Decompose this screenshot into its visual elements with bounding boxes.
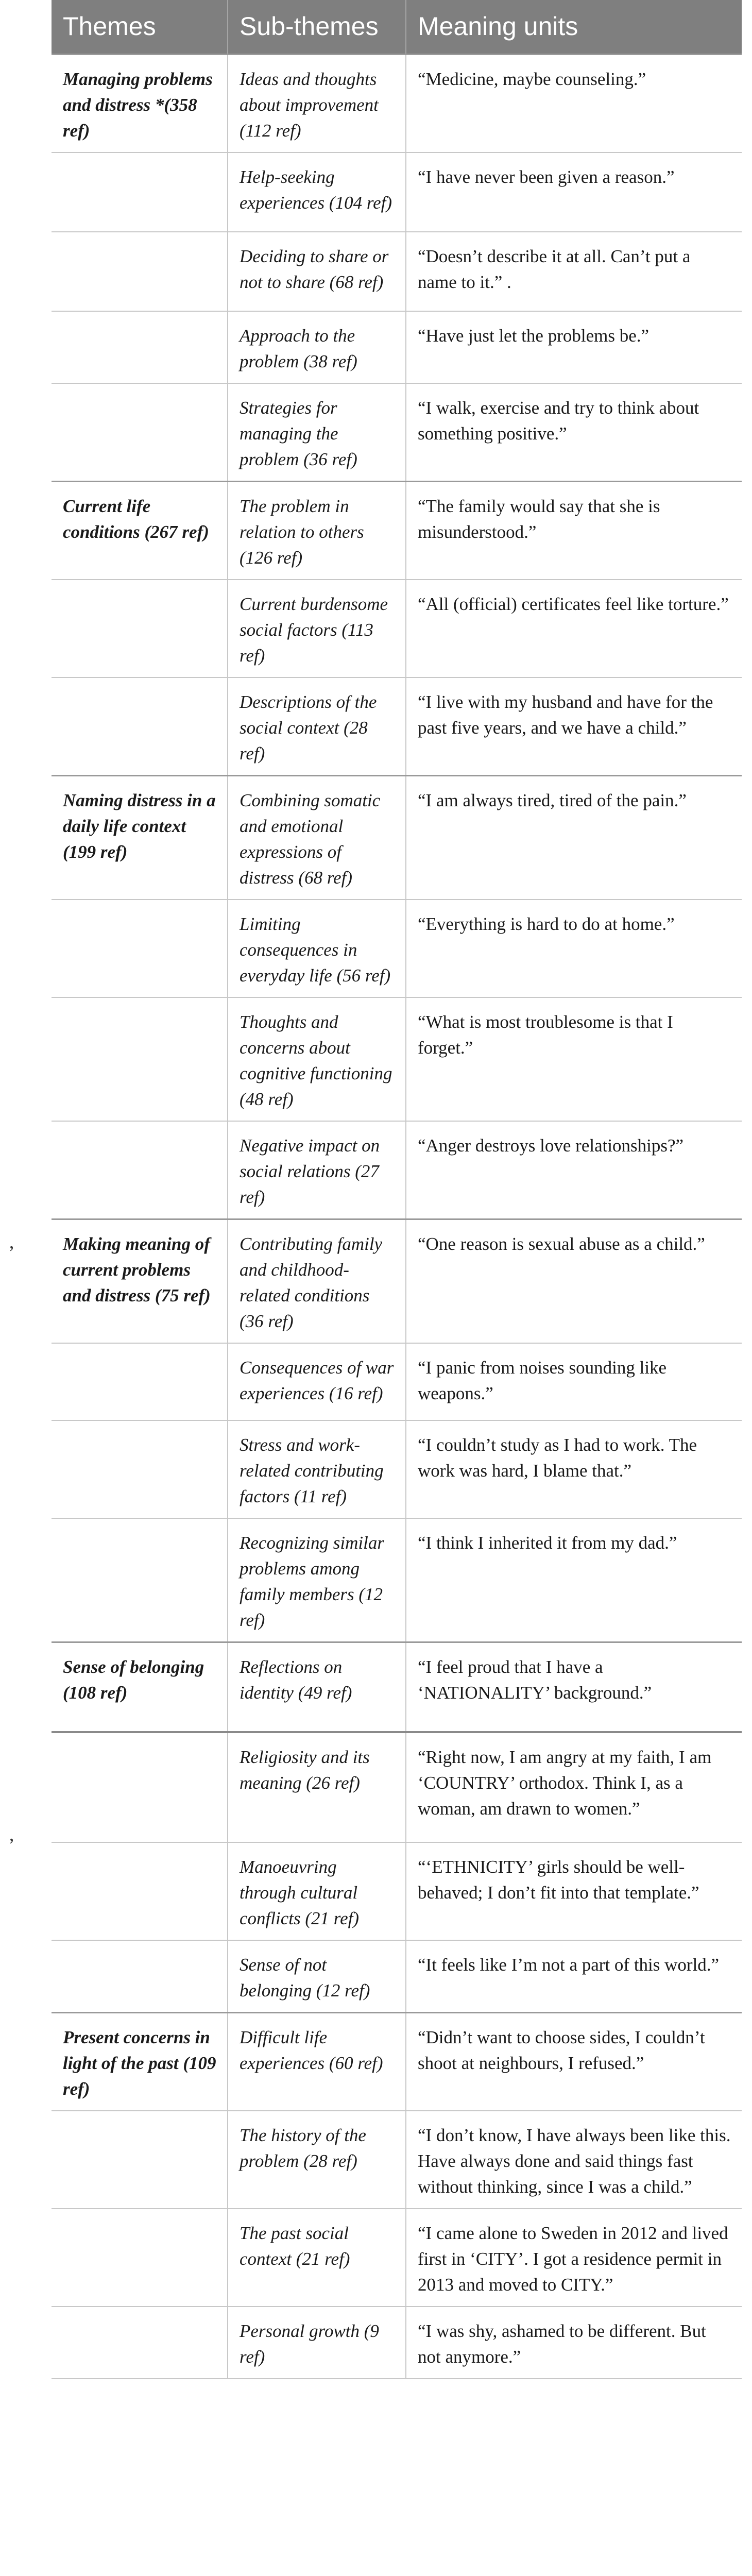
table-row: [52, 580, 742, 677]
meaning-unit-cell: “I think I inherited it from my dad.”: [406, 1518, 742, 1642]
sub-theme-cell: Approach to the problem (38 ref): [228, 311, 406, 383]
header-meaning-units: Meaning units: [406, 0, 742, 55]
table-row: [52, 383, 742, 482]
theme-cell: [52, 2307, 228, 2379]
table-row: [52, 776, 742, 900]
sub-theme-cell: Manoeuvring through cultural conflicts (21 ref): [228, 1842, 406, 1940]
sub-theme-cell: The past social context (21 ref): [228, 2209, 406, 2307]
margin-mark: ’: [8, 1835, 15, 1856]
table-row: [52, 152, 742, 232]
theme-cell: Current life conditions (267 ref): [52, 482, 228, 580]
table-row: [52, 1121, 742, 1219]
theme-cell: [52, 232, 228, 311]
table-row: [52, 1732, 742, 1842]
sub-theme-cell: Deciding to share or not to share (68 ref): [228, 232, 406, 311]
sub-theme-cell: Reflections on identity (49 ref): [228, 1642, 406, 1732]
theme-cell: [52, 997, 228, 1121]
sub-theme-cell: Negative impact on social relations (27 ref): [228, 1121, 406, 1219]
table-row: [52, 2209, 742, 2307]
header-themes: Themes: [52, 0, 228, 55]
themes-table-container: [52, 0, 742, 2379]
sub-theme-cell: The history of the problem (28 ref): [228, 2111, 406, 2209]
sub-theme-cell: Personal growth (9 ref): [228, 2307, 406, 2379]
theme-cell: [52, 2111, 228, 2209]
theme-cell: Making meaning of current problems and distress (75 ref): [52, 1219, 228, 1344]
meaning-unit-cell: “Didn’t want to choose sides, I couldn’t shoot at neighbours, I refused.”: [406, 2012, 742, 2111]
sub-theme-cell: Religiosity and its meaning (26 ref): [228, 1732, 406, 1842]
sub-theme-cell: Sense of not belonging (12 ref): [228, 1940, 406, 2013]
table-row: [52, 2012, 742, 2111]
theme-cell: Naming distress in a daily life context (199 ref): [52, 776, 228, 900]
table-row: [52, 311, 742, 383]
theme-cell: [52, 152, 228, 232]
sub-theme-cell: The problem in relation to others (126 ref): [228, 482, 406, 580]
theme-cell: [52, 1343, 228, 1420]
meaning-unit-cell: “I am always tired, tired of the pain.”: [406, 776, 742, 900]
table-row: [52, 900, 742, 997]
sub-theme-cell: Thoughts and concerns about cognitive functioning (48 ref): [228, 997, 406, 1121]
meaning-unit-cell: “I panic from noises sounding like weapons.”: [406, 1343, 742, 1420]
sub-theme-cell: Help-seeking experiences (104 ref): [228, 152, 406, 232]
meaning-unit-cell: “I walk, exercise and try to think about something positive.”: [406, 383, 742, 482]
table-row: [52, 677, 742, 776]
sub-theme-cell: Contributing family and childhood-related conditions (36 ref): [228, 1219, 406, 1344]
table-row: [52, 1842, 742, 1940]
meaning-unit-cell: “Right now, I am angry at my faith, I am ‘COUNTRY’ orthodox. Think I, as a woman, am drawn to women.”: [406, 1732, 742, 1842]
theme-cell: [52, 1121, 228, 1219]
meaning-unit-cell: “It feels like I’m not a part of this world.”: [406, 1940, 742, 2013]
theme-cell: [52, 580, 228, 677]
meaning-unit-cell: “I live with my husband and have for the past five years, and we have a child.”: [406, 677, 742, 776]
theme-cell: [52, 1842, 228, 1940]
theme-cell: [52, 1420, 228, 1518]
sub-theme-cell: Strategies for managing the problem (36 ref): [228, 383, 406, 482]
meaning-unit-cell: “Everything is hard to do at home.”: [406, 900, 742, 997]
sub-theme-cell: Descriptions of the social context (28 ref): [228, 677, 406, 776]
sub-theme-cell: Combining somatic and emotional expressions of distress (68 ref): [228, 776, 406, 900]
meaning-unit-cell: “The family would say that she is misunderstood.”: [406, 482, 742, 580]
sub-theme-cell: Difficult life experiences (60 ref): [228, 2012, 406, 2111]
theme-cell: [52, 383, 228, 482]
theme-cell: [52, 1940, 228, 2013]
meaning-unit-cell: “What is most troublesome is that I forget.”: [406, 997, 742, 1121]
theme-cell: [52, 1732, 228, 1842]
meaning-unit-cell: “One reason is sexual abuse as a child.”: [406, 1219, 742, 1344]
table-row: [52, 1940, 742, 2013]
table-row: [52, 1219, 742, 1344]
table-row: [52, 2307, 742, 2379]
table-row: [52, 2111, 742, 2209]
themes-table: [52, 0, 742, 2379]
meaning-unit-cell: “All (official) certificates feel like torture.”: [406, 580, 742, 677]
table-row: [52, 997, 742, 1121]
meaning-unit-cell: “Have just let the problems be.”: [406, 311, 742, 383]
sub-theme-cell: Recognizing similar problems among family members (12 ref): [228, 1518, 406, 1642]
meaning-unit-cell: “I feel proud that I have a ‘NATIONALITY’ background.”: [406, 1642, 742, 1732]
sub-theme-cell: Stress and work-related contributing factors (11 ref): [228, 1420, 406, 1518]
sub-theme-cell: Limiting consequences in everyday life (56 ref): [228, 900, 406, 997]
theme-cell: [52, 2209, 228, 2307]
meaning-unit-cell: “Anger destroys love relationships?”: [406, 1121, 742, 1219]
sub-theme-cell: Consequences of war experiences (16 ref): [228, 1343, 406, 1420]
theme-cell: Managing problems and distress *(358 ref): [52, 55, 228, 153]
meaning-unit-cell: “Medicine, maybe counseling.”: [406, 55, 742, 153]
table-row: [52, 482, 742, 580]
table-row: [52, 232, 742, 311]
margin-mark: ’: [8, 1242, 15, 1264]
table-row: [52, 1343, 742, 1420]
theme-cell: [52, 900, 228, 997]
header-sub-themes: Sub-themes: [228, 0, 406, 55]
meaning-unit-cell: “Doesn’t describe it at all. Can’t put a name to it.” .: [406, 232, 742, 311]
theme-cell: [52, 1518, 228, 1642]
theme-cell: [52, 677, 228, 776]
meaning-unit-cell: “I came alone to Sweden in 2012 and lived first in ‘CITY’. I got a residence permit in 2013 and moved to CITY.”: [406, 2209, 742, 2307]
table-row: [52, 1518, 742, 1642]
theme-cell: Sense of belonging (108 ref): [52, 1642, 228, 1732]
sub-theme-cell: Current burdensome social factors (113 ref): [228, 580, 406, 677]
table-row: [52, 1420, 742, 1518]
sub-theme-cell: Ideas and thoughts about improvement (112 ref): [228, 55, 406, 153]
table-row: [52, 1642, 742, 1732]
meaning-unit-cell: “I don’t know, I have always been like this. Have always done and said things fast without thinking, since I was a child.”: [406, 2111, 742, 2209]
table-row: [52, 55, 742, 153]
meaning-unit-cell: “I was shy, ashamed to be different. But not anymore.”: [406, 2307, 742, 2379]
meaning-unit-cell: “I couldn’t study as I had to work. The work was hard, I blame that.”: [406, 1420, 742, 1518]
theme-cell: Present concerns in light of the past (109 ref): [52, 2012, 228, 2111]
meaning-unit-cell: “I have never been given a reason.”: [406, 152, 742, 232]
meaning-unit-cell: “‘ETHNICITY’ girls should be well-behaved; I don’t fit into that template.”: [406, 1842, 742, 1940]
table-header-row: [52, 0, 742, 55]
theme-cell: [52, 311, 228, 383]
